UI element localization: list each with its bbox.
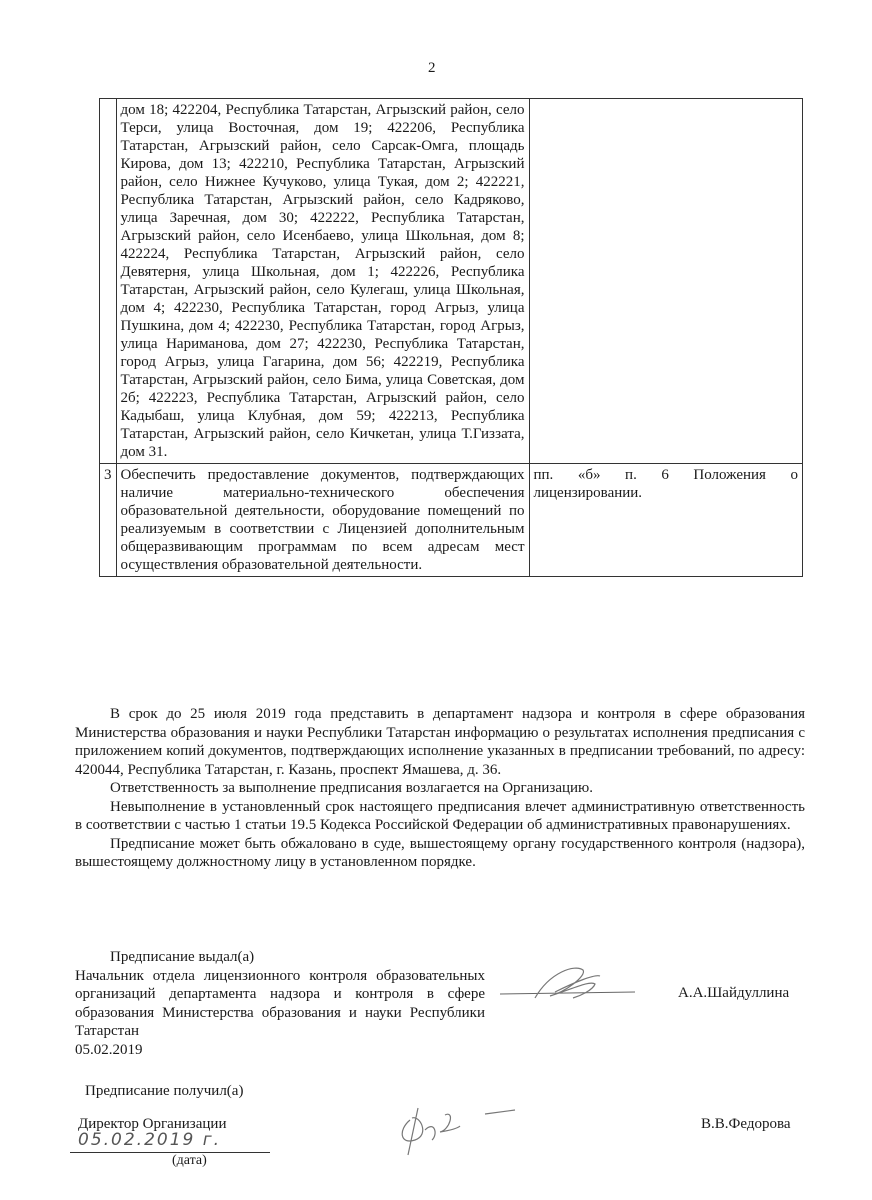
- issuer-date: 05.02.2019: [75, 1041, 143, 1058]
- row-number: [100, 99, 117, 464]
- issuer-label: Предписание выдал(а): [110, 949, 255, 965]
- requirement-cell: дом 18; 422204, Республика Татарстан, Агрызский район, село Терси, улица Восточная, дом 19; 422206, Республика Татарстан, Агрызский район, село Сарсак-Омга, площадь Кирова, дом 13; 422210, Республика Татарстан, Агрызский район, село Нижнее Кучуково, улица Тукая, дом 2; 422221, Республика Татарстан, Агрызский район, село Кадряково, улица Заречная, дом 30; 422222, Республика Татарстан, Агрызский район, село Исенбаево, улица Школьная, дом 8; 422224, Республика Татарстан, Агрызский район, село Девятерня, улица Школьная, дом 1; 422226, Республика Татарстан, Агрызский район, село Кулегаш, улица Школьная, дом 4; 422230, Республика Татарстан, город Агрыз, улица Пушкина, дом 4; 422230, Республика Татарстан, город Агрыз, улица Нариманова, дом 27; 422230, Республика Татарстан, город Агрыз, улица Гагарина, дом 56; 422219, Республика Татарстан, Агрызский район, село Бима, улица Советская, дом 2б; 422223, Республика Татарстан, Агрызский район, село Кадыбаш, улица Клубная, дом 59; 422213, Республика Татарстан, Агрызский район, село Кичкетан, улица Т.Гиззата, дом 31.: [116, 99, 529, 464]
- basis-cell: [529, 99, 803, 464]
- requirement-cell: Обеспечить предоставление документов, подтверждающих наличие материально-технического обеспечения образовательной деятельности, оборудование помещений по реализуемым в соответствии с Лицензией дополнительным общеразвивающим программам по всем адресам мест осуществления образовательной деятельности.: [116, 464, 529, 577]
- paragraph-deadline: В срок до 25 июля 2019 года представить в департамент надзора и контроля в сфере образования Министерства образования и науки Республики Татарстан информацию о результатах исполнения предписания с приложением копий документов, подтверждающих исполнение указанных в предписании требований, по адресу: 420044, Республика Татарстан, г. Казань, проспект Ямашева, д. 36.: [75, 706, 805, 778]
- issuer-block: [75, 948, 485, 1059]
- table-row: [100, 464, 803, 577]
- receiver-position: Директор Организации: [78, 1116, 227, 1132]
- basis-cell: пп. «б» п. 6 Положения о лицензировании.: [529, 464, 803, 577]
- row-number: 3: [100, 464, 117, 577]
- paragraph-responsibility: Ответственность за выполнение предписания возлагается на Организацию.: [110, 780, 593, 796]
- issuer-signature: [495, 962, 645, 1007]
- page-number: 2: [428, 60, 436, 76]
- table-row: [100, 99, 803, 464]
- receiver-name: В.В.Федорова: [701, 1116, 791, 1132]
- date-caption: (дата): [172, 1153, 207, 1168]
- requirements-table: [99, 98, 803, 577]
- receiver-signature: [390, 1100, 530, 1160]
- paragraph-liability: Невыполнение в установленный срок настоящего предписания влечет административную ответственность в соответствии с частью 1 статьи 19.5 Кодекса Российской Федерации об административных правонарушениях.: [75, 798, 805, 833]
- issuer-position: Начальник отдела лицензионного контроля образовательных организаций департамента надзора и контроля в сфере образования Министерства образования и науки Республики Татарстан: [75, 967, 485, 1039]
- document-body: [75, 705, 805, 872]
- paragraph-appeal: Предписание может быть обжаловано в суде, вышестоящему органу государственного контроля (надзора), вышестоящему должностному лицу в установленном порядке.: [75, 835, 805, 870]
- receiver-handwritten-date: 05.02.2019 г.: [78, 1130, 222, 1150]
- receiver-label: Предписание получил(а): [85, 1083, 244, 1099]
- issuer-name: А.А.Шайдуллина: [678, 985, 790, 1001]
- date-line: [70, 1152, 270, 1153]
